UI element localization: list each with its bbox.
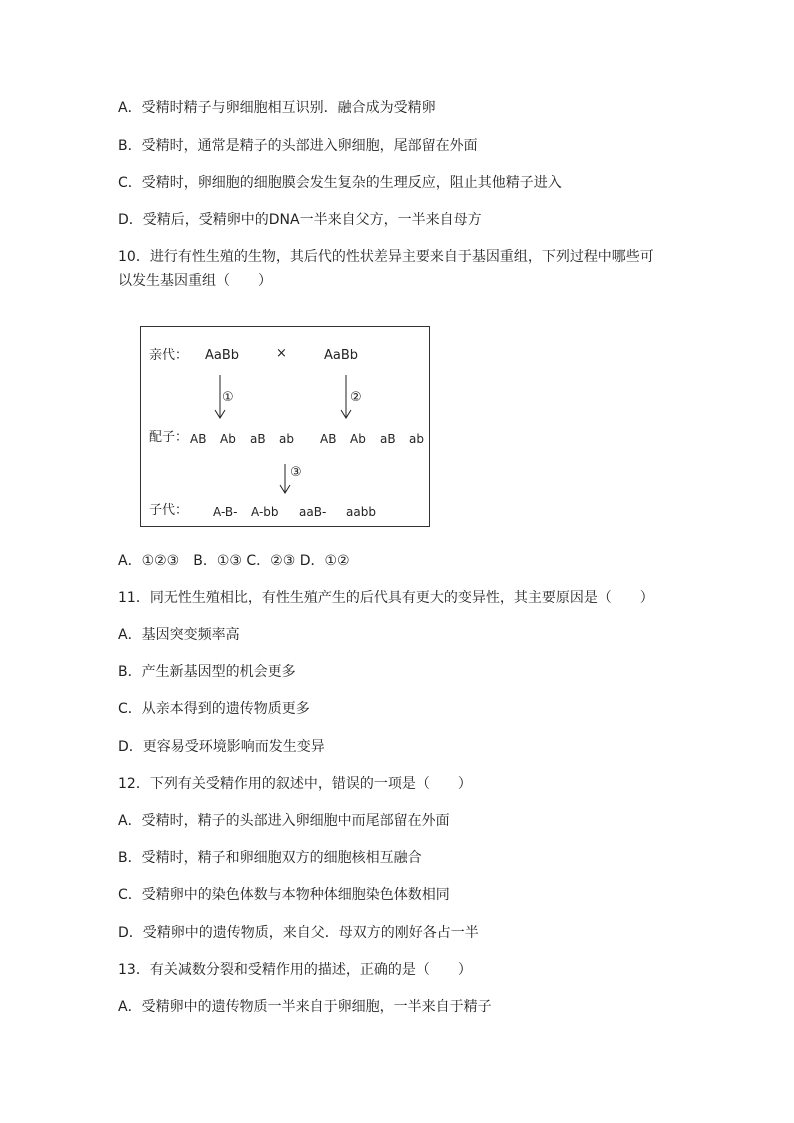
q10-stem-line1: 10．进行有性生殖的生物，其后代的性状差异主要来自于基因重组，下列过程中哪些可 [118,249,654,265]
gamete-2-2: Ab [350,432,366,446]
step3-marker: ③ [290,465,302,480]
q9-option-d: D．受精后，受精卵中的DNA一半来自父方，一半来自母方 [118,212,482,228]
parent1-genotype: AaBb [205,348,240,363]
gamete-label: 配子： [149,430,189,445]
q10-stem-line2: 以发生基因重组（ ） [118,273,272,289]
parent-label: 亲代： [149,348,189,363]
offspring-4: aabb [346,505,376,519]
genetics-cross-diagram [140,326,430,527]
q13-option-a: A．受精卵中的遗传物质一半来自于卵细胞，一半来自于精子 [118,999,492,1015]
q11-option-b: B．产生新基因型的机会更多 [118,664,296,680]
offspring-label: 子代： [149,503,189,518]
q9-option-a: A．受精时精子与卵细胞相互识别．融合成为受精卵 [118,100,436,116]
q12-option-a: A．受精时，精子的头部进入卵细胞中而尾部留在外面 [118,813,450,829]
q12-stem: 12．下列有关受精作用的叙述中，错误的一项是（ ） [118,776,472,792]
gamete-2-4: ab [409,432,424,446]
q9-option-c: C．受精时，卵细胞的细胞膜会发生复杂的生理反应，阻止其他精子进入 [118,175,562,191]
q11-option-c: C．从亲本得到的遗传物质更多 [118,701,310,717]
gamete-2-3: aB [380,432,396,446]
q10-options: A．①②③ B．①③ C．②③ D．①② [118,553,350,569]
q11-option-d: D．更容易受环境影响而发生变异 [118,739,325,755]
q11-stem: 11．同无性生殖相比，有性生殖产生的后代具有更大的变异性，其主要原因是（ ） [118,590,654,606]
q9-option-b: B．受精时，通常是精子的头部进入卵细胞，尾部留在外面 [118,138,478,154]
q13-stem: 13．有关减数分裂和受精作用的描述，正确的是（ ） [118,962,472,978]
q12-option-b: B．受精时，精子和卵细胞双方的细胞核相互融合 [118,850,422,866]
q12-option-d: D．受精卵中的遗传物质，来自父．母双方的刚好各占一半 [118,925,479,941]
q12-option-c: C．受精卵中的染色体数与本物种体细胞染色体数相同 [118,887,450,903]
gamete-1-1: AB [190,432,207,446]
cross-symbol: × [276,346,287,361]
step1-marker: ① [222,390,234,405]
parent2-genotype: AaBb [324,348,359,363]
gamete-2-1: AB [320,432,337,446]
step2-marker: ② [350,390,362,405]
gamete-1-2: Ab [220,432,236,446]
gamete-1-3: aB [250,432,266,446]
q11-option-a: A．基因突变频率高 [118,627,240,643]
offspring-3: aaB- [299,505,327,519]
offspring-2: A-bb [251,505,279,519]
offspring-1: A-B- [213,505,238,519]
gamete-1-4: ab [279,432,294,446]
